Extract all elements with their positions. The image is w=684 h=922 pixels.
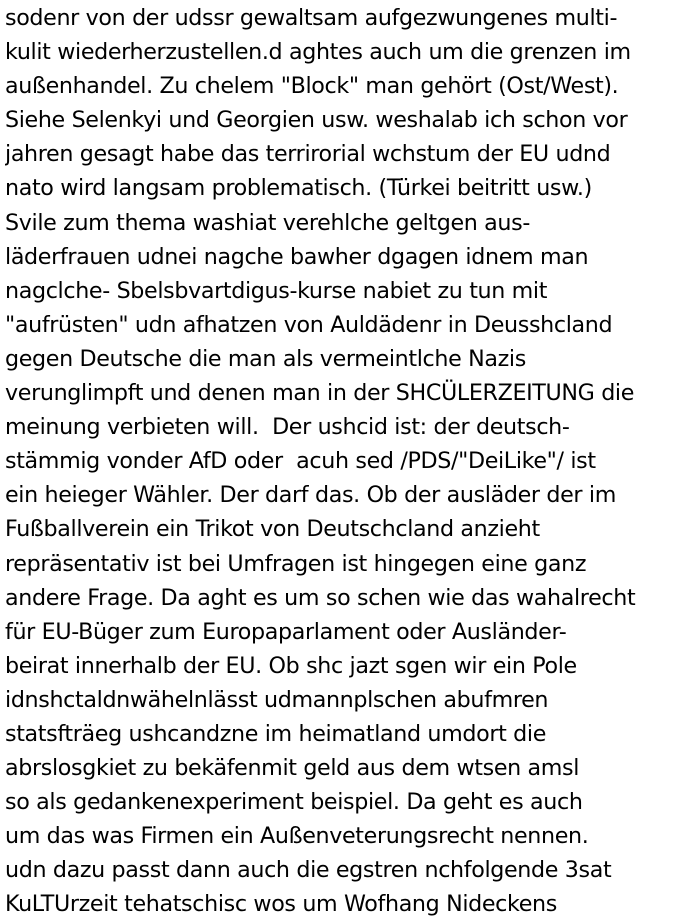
text-line: stämmig vonder AfD oder acuh sed /PDS/"DeiLike"/ ist bbox=[5, 448, 596, 475]
text-line: nato wird langsam problematisch. (Türkei beitritt usw.) bbox=[5, 175, 592, 202]
text-line: meinung verbieten will. Der ushcid ist: der deutsch- bbox=[5, 414, 570, 441]
text-line: ein heieger Wähler. Der darf das. Ob der ausläder der im bbox=[5, 482, 616, 509]
text-line: sodenr von der udssr gewaltsam aufgezwungenes multi- bbox=[5, 5, 618, 31]
text-line: nagclche- Sbelsbvartdigus-kurse nabiet zu tun mit bbox=[5, 277, 548, 304]
text-line: Svile zum thema washiat verehlche geltgen aus- bbox=[5, 209, 531, 236]
text-line: für EU-Büger zum Europaparlament oder Ausländer- bbox=[5, 618, 567, 645]
text-line: statsfträeg ushcandzne im heimatland umdort die bbox=[5, 720, 547, 747]
text-line: kulit wiederherzustellen.d aghtes auch um die grenzen im bbox=[5, 39, 631, 66]
text-line: andere Frage. Da aght es um so schen wie das wahalrecht bbox=[5, 584, 636, 611]
text-line: Fußballverein ein Trikot von Deutschcland anzieht bbox=[5, 516, 540, 543]
text-line: Siehe Selenkyi und Georgien usw. weshalab ich schon vor bbox=[5, 107, 628, 134]
text-line: udn dazu passt dann auch die egstren nchfolgende 3sat bbox=[5, 857, 612, 884]
text-line: abrslosgkiet zu bekäfenmit geld aus dem wtsen amsl bbox=[5, 755, 580, 782]
text-line: gegen Deutsche die man als vermeintlche Nazis bbox=[5, 345, 526, 372]
text-line: "aufrüsten" udn afhatzen von Auldädenr in Deusshcland bbox=[5, 311, 613, 338]
text-line: repräsentativ ist bei Umfragen ist hingegen eine ganz bbox=[5, 550, 587, 577]
text-line: KuLTUrzeit tehatschisc wos um Wofhang Nideckens bbox=[5, 891, 557, 918]
text-line: läderfrauen udnei nagche bawher dgagen idnem man bbox=[5, 243, 589, 270]
text-line: idnshctaldnwähelnlässt udmannplschen abufmren bbox=[5, 686, 549, 713]
text-line: außenhandel. Zu chelem "Block" man gehört (Ost/West). bbox=[5, 73, 619, 100]
text-body bbox=[5, 1, 681, 922]
text-line: um das was Firmen ein Außenveterungsrecht nennen. bbox=[5, 823, 589, 850]
text-line: jahren gesagt habe das terrirorial wchstum der EU udnd bbox=[5, 141, 611, 168]
text-line: verunglimpft und denen man in der SHCÜLERZEITUNG die bbox=[5, 380, 635, 407]
text-line: beirat innerhalb der EU. Ob shc jazt sgen wir ein Pole bbox=[5, 652, 577, 679]
text-line: so als gedankenexperiment beispiel. Da geht es auch bbox=[5, 789, 583, 816]
